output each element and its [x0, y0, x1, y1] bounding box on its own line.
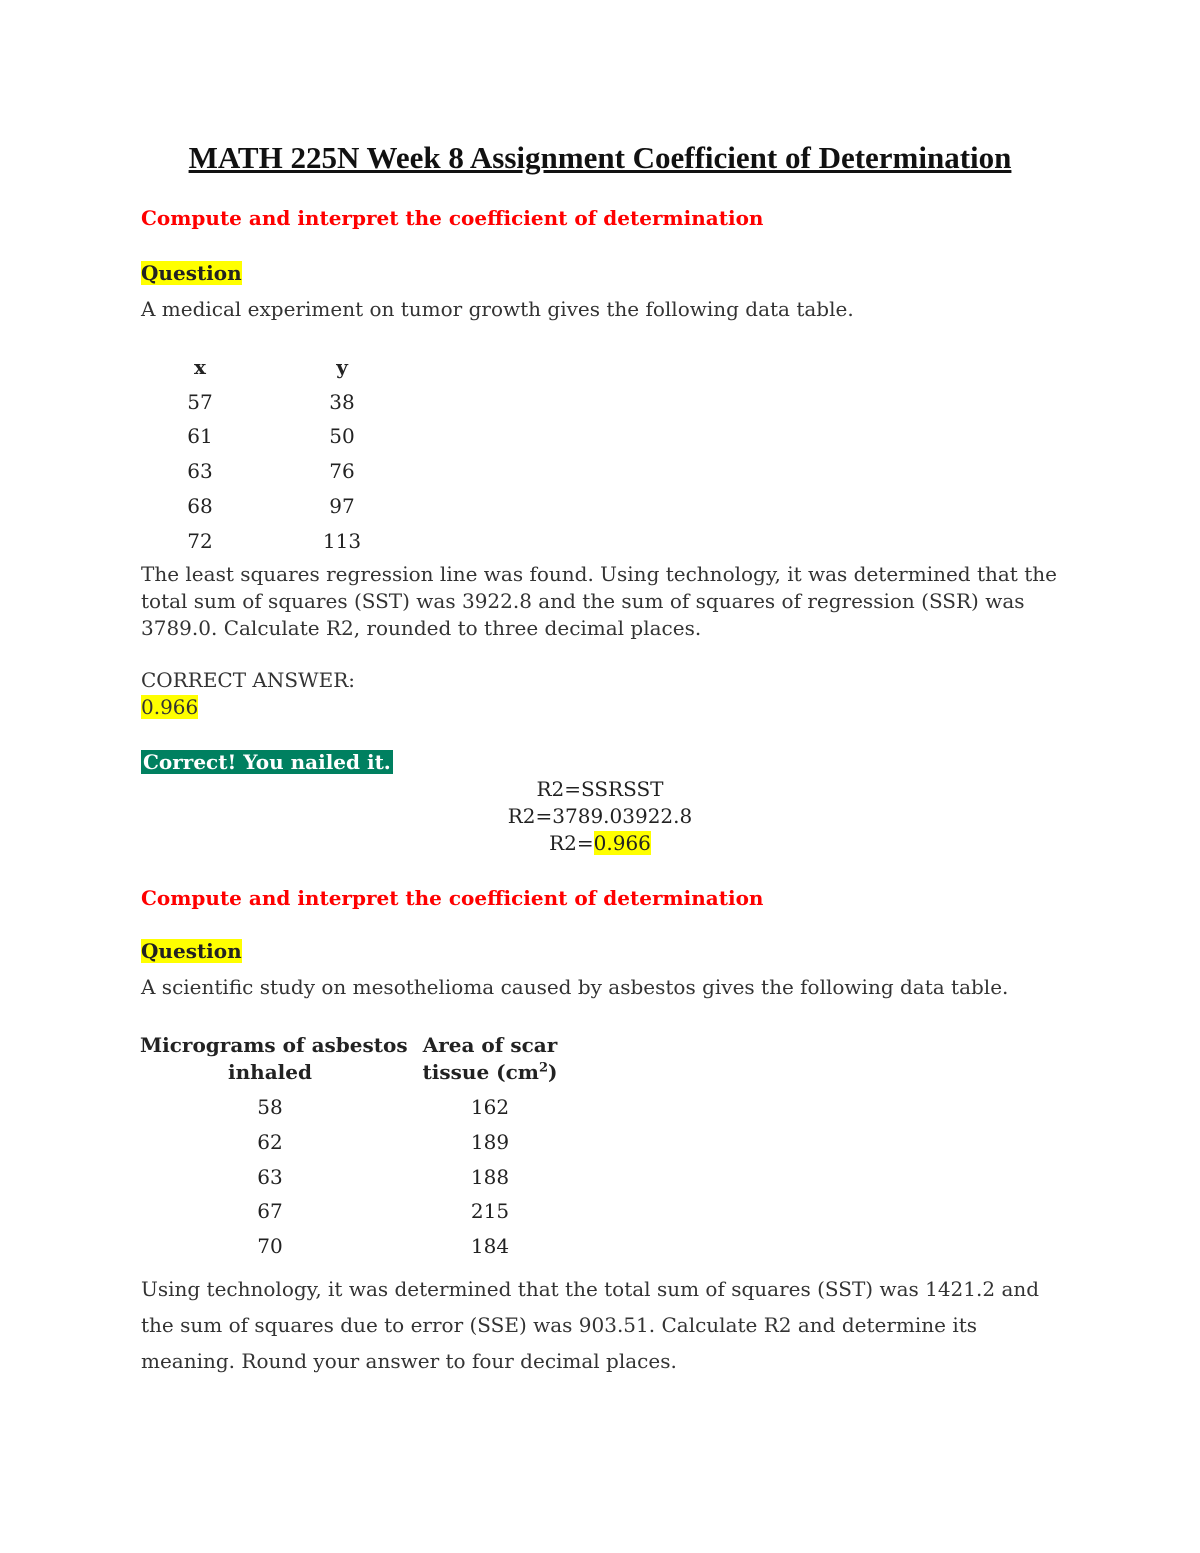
question-label-text: Question: [141, 261, 242, 285]
section2-heading: Compute and interpret the coefficient of determination: [141, 886, 764, 910]
section1-answer: [141, 695, 198, 719]
table2-cell: 62: [257, 1130, 283, 1154]
table2-cell: 215: [470, 1199, 510, 1223]
formula-line-2: R2=3789.03922.8: [507, 804, 693, 828]
table2-header-col1-line1: Micrograms of asbestos: [140, 1033, 408, 1057]
formula-line-1: R2=SSRSST: [536, 777, 664, 801]
table1-cell: 38: [329, 390, 355, 414]
table1-cell: 68: [187, 494, 213, 518]
table2-header-col1-line2: inhaled: [228, 1060, 312, 1084]
correct-feedback-badge: Correct! You nailed it.: [143, 750, 391, 774]
table1-header-x: x: [194, 355, 206, 379]
header-unit-text: tissue (cm: [422, 1060, 539, 1084]
header-unit-sup: 2: [538, 1060, 548, 1076]
formula-3-prefix: R2=: [549, 831, 594, 855]
section1-intro: A medical experiment on tumor growth gives the following data table.: [141, 297, 854, 321]
table2-cell: 67: [257, 1199, 283, 1223]
table1-cell: 72: [187, 529, 213, 553]
section1-answer-label: CORRECT ANSWER:: [141, 668, 356, 692]
table2-header-col2-line1: Area of scar: [422, 1033, 558, 1057]
table2-cell: 184: [470, 1234, 510, 1258]
table1-cell: 61: [187, 424, 213, 448]
table1-cell: 76: [329, 459, 355, 483]
table1-cell: 50: [329, 424, 355, 448]
formula-line-3: [0, 831, 1200, 855]
section2-question-label: [141, 939, 242, 963]
table2-cell: 189: [470, 1130, 510, 1154]
section2-intro: A scientific study on mesothelioma caused by asbestos gives the following data table.: [141, 975, 1009, 999]
table1-cell: 97: [329, 494, 355, 518]
table1-cell: 113: [322, 529, 362, 553]
table1-cell: 63: [187, 459, 213, 483]
table2-cell: 70: [257, 1234, 283, 1258]
answer-value: 0.966: [141, 695, 199, 719]
table2-cell: 162: [470, 1095, 510, 1119]
section2-problem: Using technology, it was determined that the total sum of squares (SST) was 1421.2 and the sum of squares due to error (SSE) was 903.51. Calculate R2 and determine its meaning. Round your answer to four decimal places.: [141, 1277, 1040, 1373]
table2-header-col2-line2: [410, 1060, 570, 1084]
formula-3-value: 0.966: [593, 831, 651, 855]
section1-problem: The least squares regression line was found. Using technology, it was determined that the total sum of squares (SST) was 3922.8 and the sum of squares of regression (SSR) was 3789.0. Calculate R2, rounded to three decimal places.: [141, 562, 1057, 640]
table2-cell: 58: [257, 1095, 283, 1119]
section1-heading: Compute and interpret the coefficient of determination: [141, 206, 764, 230]
page-title: MATH 225N Week 8 Assignment Coefficient of Determination: [188, 140, 1012, 175]
section1-question-label: [141, 261, 242, 285]
table2-cell: 63: [257, 1165, 283, 1189]
table1-cell: 57: [187, 390, 213, 414]
table1-header-y: y: [336, 355, 348, 379]
question-label-text: Question: [141, 939, 242, 963]
table2-cell: 188: [470, 1165, 510, 1189]
header-unit-close: ): [547, 1060, 558, 1084]
